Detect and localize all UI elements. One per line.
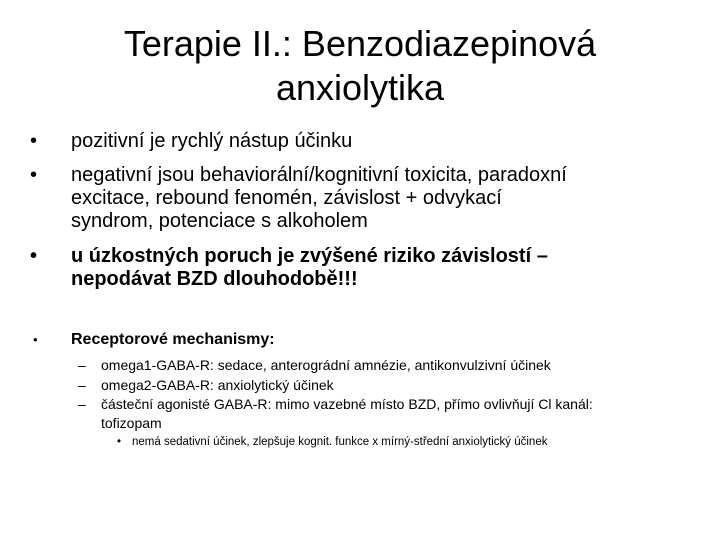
bullet-icon: •: [30, 245, 38, 267]
bullet-text: [71, 245, 671, 291]
sub-item-line: omega1-GABA-R: sedace, anterográdní amnézie, antikonvulzivní účinek: [101, 357, 551, 373]
sub-item-text: [101, 395, 681, 433]
bullet-icon: •: [33, 332, 38, 347]
sub-item-line: tofizopam: [101, 415, 162, 431]
bullet-icon: •: [30, 130, 38, 152]
bullet-line: syndrom, potenciace s alkoholem: [71, 210, 368, 232]
bullet-line: excitace, rebound fenomén, závislost + odvykací: [71, 187, 502, 209]
bullet-line: Receptorové mechanismy:: [71, 331, 275, 348]
sub-item-line: omega2-GABA-R: anxiolytický účinek: [101, 377, 334, 393]
bullet-text: [71, 164, 671, 233]
sub-item-line: částeční agonisté GABA-R: mimo vazebné místo BZD, přímo ovlivňují Cl kanál:: [101, 396, 593, 412]
slide-title: [36, 22, 684, 110]
dash-icon: –: [78, 396, 86, 412]
dash-icon: –: [78, 357, 86, 373]
bullet-icon: •: [30, 164, 38, 186]
bullet-line: negativní jsou behaviorální/kognitivní toxicita, paradoxní: [71, 164, 567, 186]
sub-sub-item-line: nemá sedativní účinek, zlepšuje kognit. funkce x mírný-střední anxiolytický účinek: [132, 436, 548, 448]
bullet-line: nepodávat BZD dlouhodobě!!!: [71, 268, 358, 290]
bullet-text: [71, 330, 671, 350]
sub-sub-item-text: [132, 434, 712, 450]
sub-item-text: [101, 375, 681, 395]
bullet-line: pozitivní je rychlý nástup účinku: [71, 130, 353, 152]
bullet-icon: •: [117, 436, 122, 448]
slide-title-line-2: anxiolytika: [275, 67, 445, 108]
sub-item-text: [101, 355, 681, 375]
dash-icon: –: [78, 377, 86, 393]
bullet-text: [71, 130, 671, 153]
bullet-line: u úzkostných poruch je zvýšené riziko závislostí –: [71, 245, 548, 267]
slide-title-line-1: Terapie II.: Benzodiazepinová: [123, 23, 597, 64]
